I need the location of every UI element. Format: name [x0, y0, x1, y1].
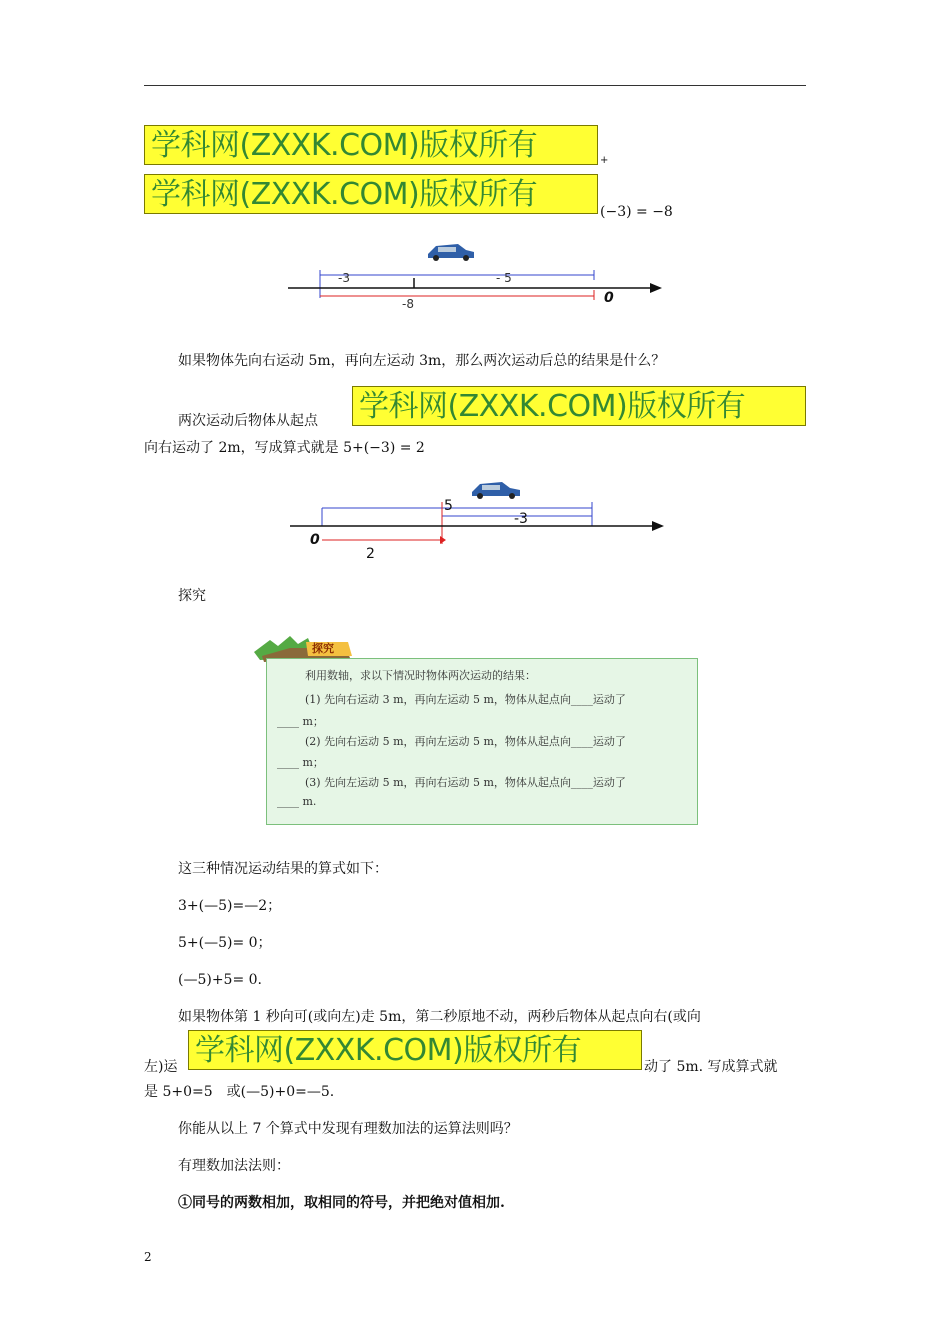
car-icon — [472, 482, 520, 499]
axis-arrow-icon — [650, 283, 662, 293]
explore-item-2-tail: ____ m； — [277, 756, 324, 769]
explore-item-1-tail: ____ m； — [277, 715, 324, 728]
answer-paragraph: 两次运动后物体从起点 — [178, 413, 318, 429]
car-icon — [428, 244, 474, 261]
rule-title: 有理数加法法则： — [178, 1158, 290, 1174]
formulas-intro: 这三种情况运动结果的算式如下： — [178, 861, 388, 877]
watermark-banner: 学科网(ZXXK.COM)版权所有 — [188, 1030, 642, 1070]
explore-item-1: (1) 先向右运动 3 m，再向左运动 5 m，物体从起点向____运动了 — [305, 693, 626, 706]
paragraph-stand-3: 是 5+0=5 或(—5)+0=—5. — [144, 1084, 335, 1100]
answer-continuation: 向右运动了 2m，写成算式就是 5+(−3) = 2 — [144, 440, 425, 456]
formula-1: 3+(—5)=—2； — [178, 898, 282, 914]
header-rule — [144, 85, 806, 86]
label-origin: 0 — [604, 290, 614, 306]
explore-box — [250, 628, 700, 828]
explore-item-3-tail: ____ m. — [277, 795, 317, 808]
number-line-diagram-1 — [280, 238, 670, 313]
watermark-banner: 学科网(ZXXK.COM)版权所有 — [352, 386, 806, 426]
rule-1: ①同号的两数相加，取相同的符号，并把绝对值相加. — [178, 1195, 505, 1211]
explore-content — [266, 658, 698, 825]
page-number: 2 — [144, 1250, 152, 1264]
number-line-diagram-2 — [280, 474, 670, 569]
label-2: 2 — [366, 546, 375, 562]
explore-badge-title: 探究 — [312, 642, 334, 655]
explore-item-2: (2) 先向右运动 5 m，再向左运动 5 m，物体从起点向____运动了 — [305, 735, 626, 748]
label-minus-3: -3 — [338, 271, 350, 285]
formula-2: 5+(—5)= 0； — [178, 935, 272, 951]
watermark-banner: 学科网(ZXXK.COM)版权所有 — [144, 125, 598, 165]
formula-3: (—5)+5= 0. — [178, 972, 263, 988]
paragraph-stand: 如果物体第 1 秒向可(或向左)走 5m，第二秒原地不动，两秒后物体从起点向右(或向 — [178, 1009, 701, 1025]
paragraph-stand-right: 动了 5m. 写成算式就 — [644, 1059, 778, 1075]
rule-question: 你能从以上 7 个算式中发现有理数加法的运算法则吗？ — [178, 1121, 518, 1137]
label-minus-3: -3 — [514, 511, 528, 527]
watermark-banner: 学科网(ZXXK.COM)版权所有 — [144, 174, 598, 214]
label-minus-5: - 5 — [496, 271, 512, 285]
axis-arrow-icon — [652, 521, 664, 531]
section-heading: 探究 — [178, 588, 206, 604]
explore-intro: 利用数轴，求以下情况时物体两次运动的结果： — [305, 669, 536, 682]
equation-result: (−3) = −8 — [600, 204, 673, 220]
paragraph-stand-left: 左)运 — [144, 1059, 178, 1075]
text-fragment: + — [600, 155, 609, 166]
explore-item-3: (3) 先向左运动 5 m，再向右运动 5 m，物体从起点向____运动了 — [305, 776, 626, 789]
question-paragraph: 如果物体先向右运动 5m，再向左运动 3m，那么两次运动后总的结果是什么？ — [178, 353, 666, 369]
label-5: 5 — [444, 498, 453, 514]
label-origin: 0 — [310, 532, 320, 548]
label-minus-8: -8 — [402, 297, 414, 311]
